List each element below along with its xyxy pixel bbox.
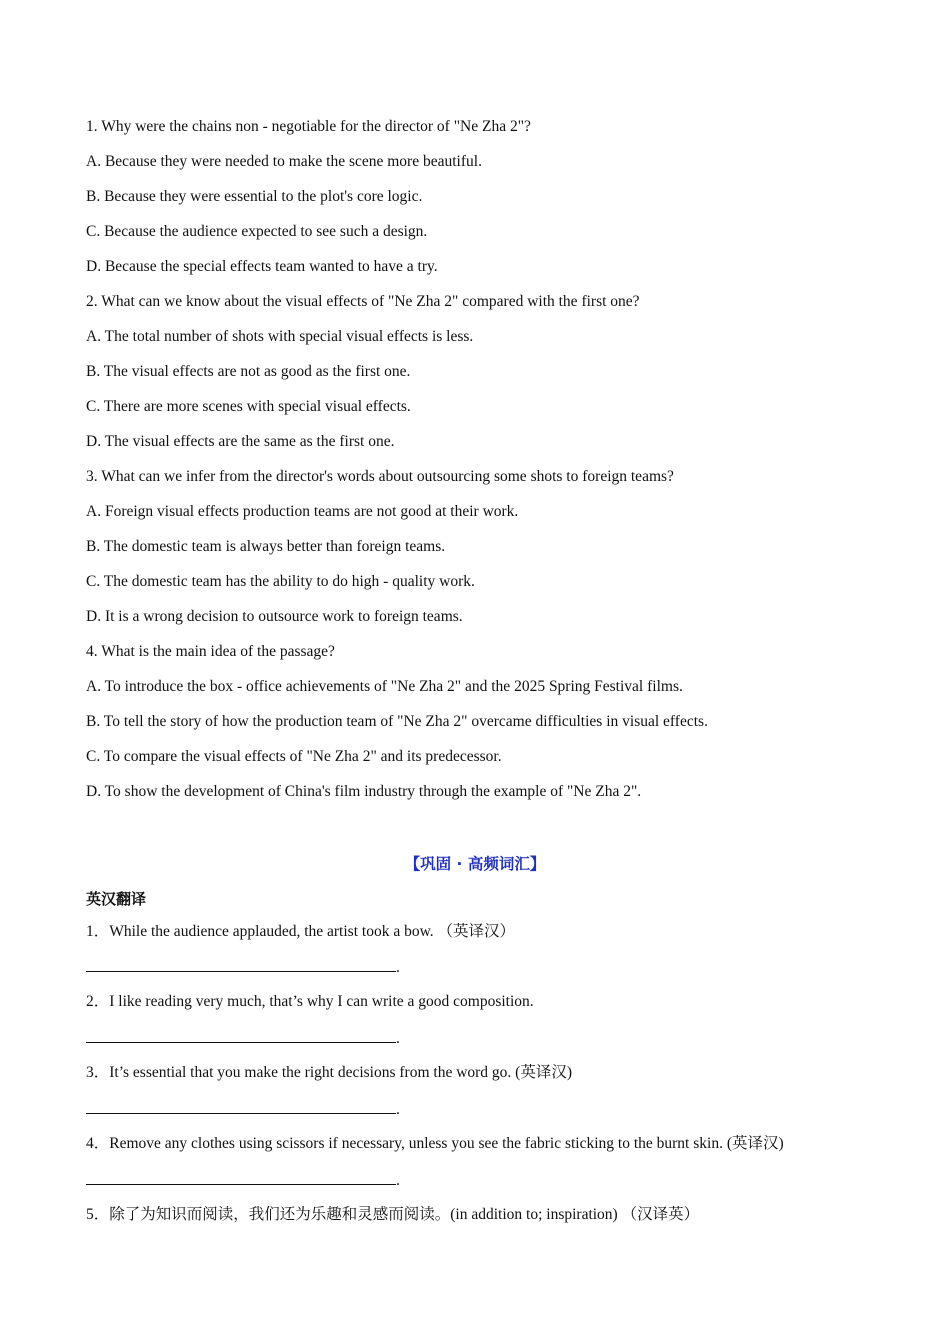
answer-period: . [396,1101,400,1118]
option-c: C. Because the audience expected to see such a design. [86,223,428,240]
translation-item: 1．While the audience applauded, the artist took a bow. （英译汉） [86,923,516,940]
option-b: B. The domestic team is always better than foreign teams. [86,538,446,555]
answer-blank[interactable] [86,1170,396,1185]
answer-blank[interactable] [86,957,396,972]
option-a: A. To introduce the box - office achievements of "Ne Zha 2" and the 2025 Spring Festival films. [86,678,683,695]
option-b: B. Because they were essential to the plot's core logic. [86,188,423,205]
answer-blank[interactable] [86,1028,396,1043]
option-b: B. To tell the story of how the production team of "Ne Zha 2" overcame difficulties in visual effects. [86,713,708,730]
answer-period: . [396,1172,400,1189]
option-c: C. There are more scenes with special visual effects. [86,398,411,415]
section-heading: 【巩固 · 高频词汇】 [404,855,546,873]
translation-item: 2．I like reading very much, that’s why I can write a good composition. [86,993,534,1010]
answer-line[interactable] [86,1170,400,1191]
answer-blank[interactable] [86,1099,396,1114]
option-d: D. Because the special effects team wanted to have a try. [86,258,438,275]
option-a: A. The total number of shots with special visual effects is less. [86,328,474,345]
question-stem: 3. What can we infer from the director's words about outsourcing some shots to foreign teams? [86,468,674,485]
translation-item: 4．Remove any clothes using scissors if necessary, unless you see the fabric sticking to the burnt skin. (英译汉) [86,1135,784,1152]
option-b: B. The visual effects are not as good as the first one. [86,363,411,380]
answer-line[interactable] [86,957,400,978]
translation-item: 5．除了为知识而阅读，我们还为乐趣和灵感而阅读。(in addition to; inspiration) （汉译英） [86,1206,700,1223]
section-subheading: 英汉翻译 [86,890,147,908]
option-a: A. Foreign visual effects production teams are not good at their work. [86,503,519,520]
question-stem: 4. What is the main idea of the passage? [86,643,335,660]
option-d: D. To show the development of China's film industry through the example of "Ne Zha 2". [86,783,642,800]
answer-line[interactable] [86,1099,400,1120]
option-c: C. To compare the visual effects of "Ne Zha 2" and its predecessor. [86,748,502,765]
option-d: D. The visual effects are the same as the first one. [86,433,395,450]
answer-line[interactable] [86,1028,400,1049]
question-stem: 1. Why were the chains non - negotiable for the director of "Ne Zha 2"? [86,118,531,135]
answer-period: . [396,1030,400,1047]
option-d: D. It is a wrong decision to outsource work to foreign teams. [86,608,463,625]
translation-item: 3．It’s essential that you make the right decisions from the word go. (英译汉) [86,1064,573,1081]
option-a: A. Because they were needed to make the scene more beautiful. [86,153,482,170]
answer-period: . [396,959,400,976]
question-stem: 2. What can we know about the visual effects of "Ne Zha 2" compared with the first one? [86,293,640,310]
option-c: C. The domestic team has the ability to do high - quality work. [86,573,475,590]
